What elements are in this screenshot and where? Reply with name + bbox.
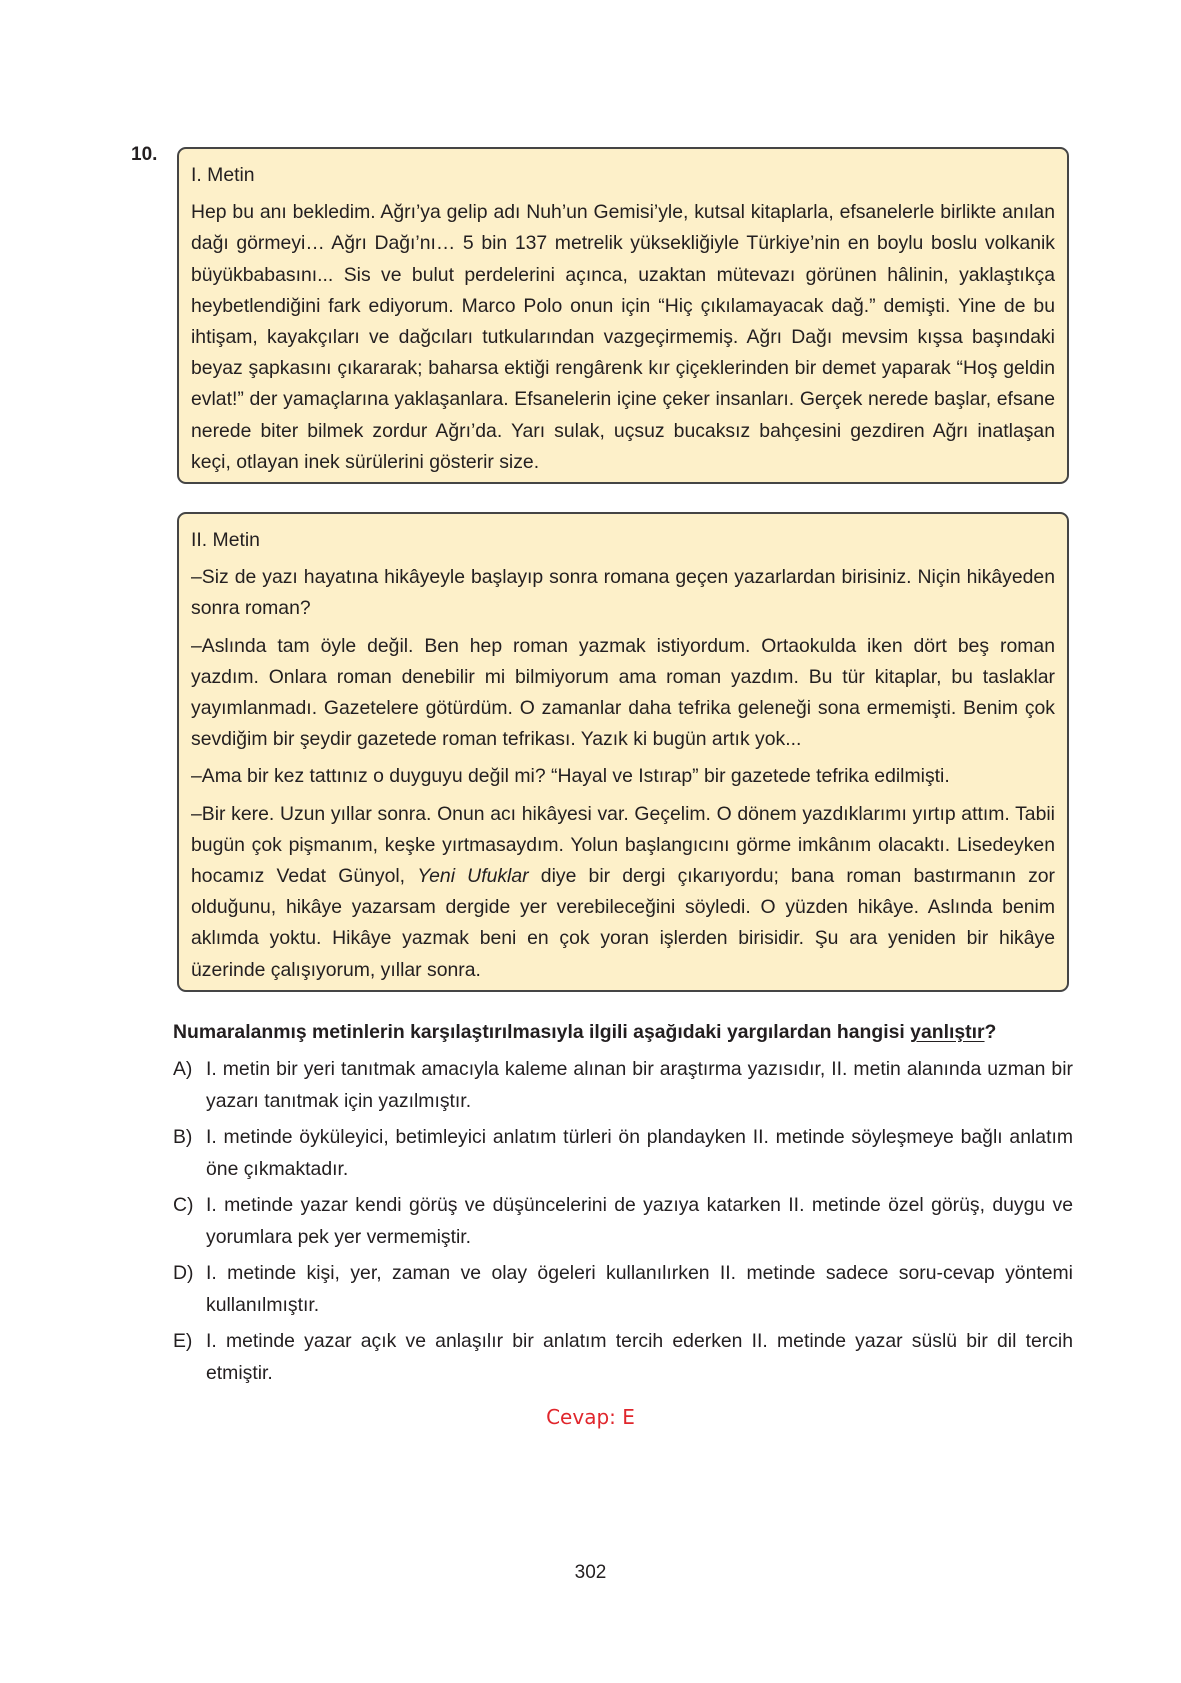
option-text: I. metin bir yeri tanıtmak amacıyla kaleme alınan bir araştırma yazısıdır, II. metin alanında uzman bir yazarı tanıtmak için yazılmıştır. (206, 1058, 1073, 1112)
option-text: I. metinde öyküleyici, betimleyici anlatım türleri ön plandayken II. metinde söyleşmeye bağlı anlatım öne çıkmaktadır. (206, 1126, 1073, 1180)
option-text: I. metinde kişi, yer, zaman ve olay ögeleri kullanılırken II. metinde sadece soru-cevap yöntemi kullanılmıştır. (206, 1262, 1073, 1316)
question-stem-text: Numaralanmış metinlerin karşılaştırılmasıyla ilgili aşağıdaki yargılardan hangisi (173, 1021, 911, 1043)
interview-answer-2 (191, 799, 1055, 986)
option-letter: D) (173, 1262, 194, 1284)
question-emphasis: yanlıştır (910, 1021, 985, 1043)
option-a[interactable] (173, 1054, 1073, 1117)
question-stem (173, 1018, 1073, 1046)
text-2-title: II. Metin (191, 529, 260, 551)
interview-answer-1: –Aslında tam öyle değil. Ben hep roman yazmak istiyordum. Ortaokulda iken dört beş roman yazdım. Onlara roman denebilir mi bilmiyorum ama roman yazdım. Bu tür kitaplar, bu taslaklar yayımlanmadı. Gazetelere götürdüm. O zamanlar daha tefrika geleneği sona ermemişti. Benim çok sevdiğim bir şeydir gazetede roman tefrikası. Yazık ki bugün artık yok... (191, 634, 1055, 751)
answer-key: Cevap: E (546, 1405, 635, 1429)
option-text: I. metinde yazar kendi görüş ve düşüncelerini de yazıya katarken II. metinde özel görüş, duygu ve yorumlara pek yer vermemiştir. (206, 1194, 1073, 1248)
option-d[interactable] (173, 1258, 1073, 1321)
answer-options (173, 1054, 1073, 1394)
text-1-title: I. Metin (191, 164, 255, 186)
option-text: I. metinde yazar açık ve anlaşılır bir anlatım tercih ederken II. metinde yazar süslü bir dil tercih etmiştir. (206, 1330, 1073, 1384)
option-c[interactable] (173, 1190, 1073, 1253)
option-letter: B) (173, 1126, 193, 1148)
page-number: 302 (574, 1562, 607, 1583)
interview-answer-2-part-1: –Bir kere. Uzun yıllar sonra. Onun acı hikâyesi var. Geçelim. O dönem yazdıklarımı yırtıp attım. Tabii bugün çok pişmanım, keşke yırtmasaydım. Yolun başlangıcını görme imkânım olacaktı. Lisedeyken hocamız Vedat Günyol, (191, 802, 1055, 888)
option-letter: A) (173, 1058, 193, 1080)
text-1-paragraph: Hep bu anı bekledim. Ağrı’ya gelip adı Nuh’un Gemisi’yle, kutsal kitaplarla, efsanelerle birlikte anılan dağı görmeyi… Ağrı Dağı’nı… 5 bin 137 metrelik yüksekliğiyle Türkiye’nin en boylu boslu volkanik büyükbabasını... Sis ve bulut perdelerini açınca, uzaktan mütevazı görünen hâlinin, yaklaştıkça heybetlendiğini fark ediyorum. Marco Polo onun için “Hiç çıkılamayacak dağ.” demişti. Yine de bu ihtişam, kayakçıları ve dağcıları tutkularından vazgeçirmemiş. Ağrı Dağı mevsim kışsa başındaki beyaz şapkasını çıkararak; baharsa ektiği rengârenk kır çiçeklerinden bir demet yaparak “Hoş geldin evlat!” der yamaçlarına yaklaşanlara. Efsanelerin içine çeker insanları. Gerçek nerede başlar, efsane nerede biter bilmek zordur Ağrı’da. Yarı sulak, uçsuz bucaksız bahçesini gezdiren Ağrı inatlaşan keçi, otlayan inek sürülerini gösterir size. (191, 201, 1055, 473)
interview-question-2: –Ama bir kez tattınız o duyguyu değil mi? “Hayal ve Istırap” bir gazetede tefrika edilmişti. (191, 765, 950, 788)
option-letter: E) (173, 1330, 193, 1352)
option-letter: C) (173, 1194, 194, 1216)
question-number: 10. (131, 144, 158, 165)
text-1-box (177, 147, 1069, 484)
text-2-box (177, 512, 1069, 992)
interview-question-1: –Siz de yazı hayatına hikâyeyle başlayıp sonra romana geçen yazarlardan birisiniz. Niçin hikâyeden sonra roman? (191, 566, 1055, 620)
option-e[interactable] (173, 1326, 1073, 1389)
magazine-title: Yeni Ufuklar (417, 865, 529, 888)
option-b[interactable] (173, 1122, 1073, 1185)
question-mark: ? (984, 1021, 997, 1043)
interview-answer-2-part-2: diye bir dergi çıkarıyordu; bana roman bastırmanın zor olduğunu, hikâye yazarsam dergide yer verebileceğini söyledi. O yüzden hikâye. Aslında benim aklımda yoktu. Hikâye yazmak beni en çok yoran işlerden birisidir. Şu ara yeniden bir hikâye üzerinde çalışıyorum, yıllar sonra. (191, 865, 1056, 981)
